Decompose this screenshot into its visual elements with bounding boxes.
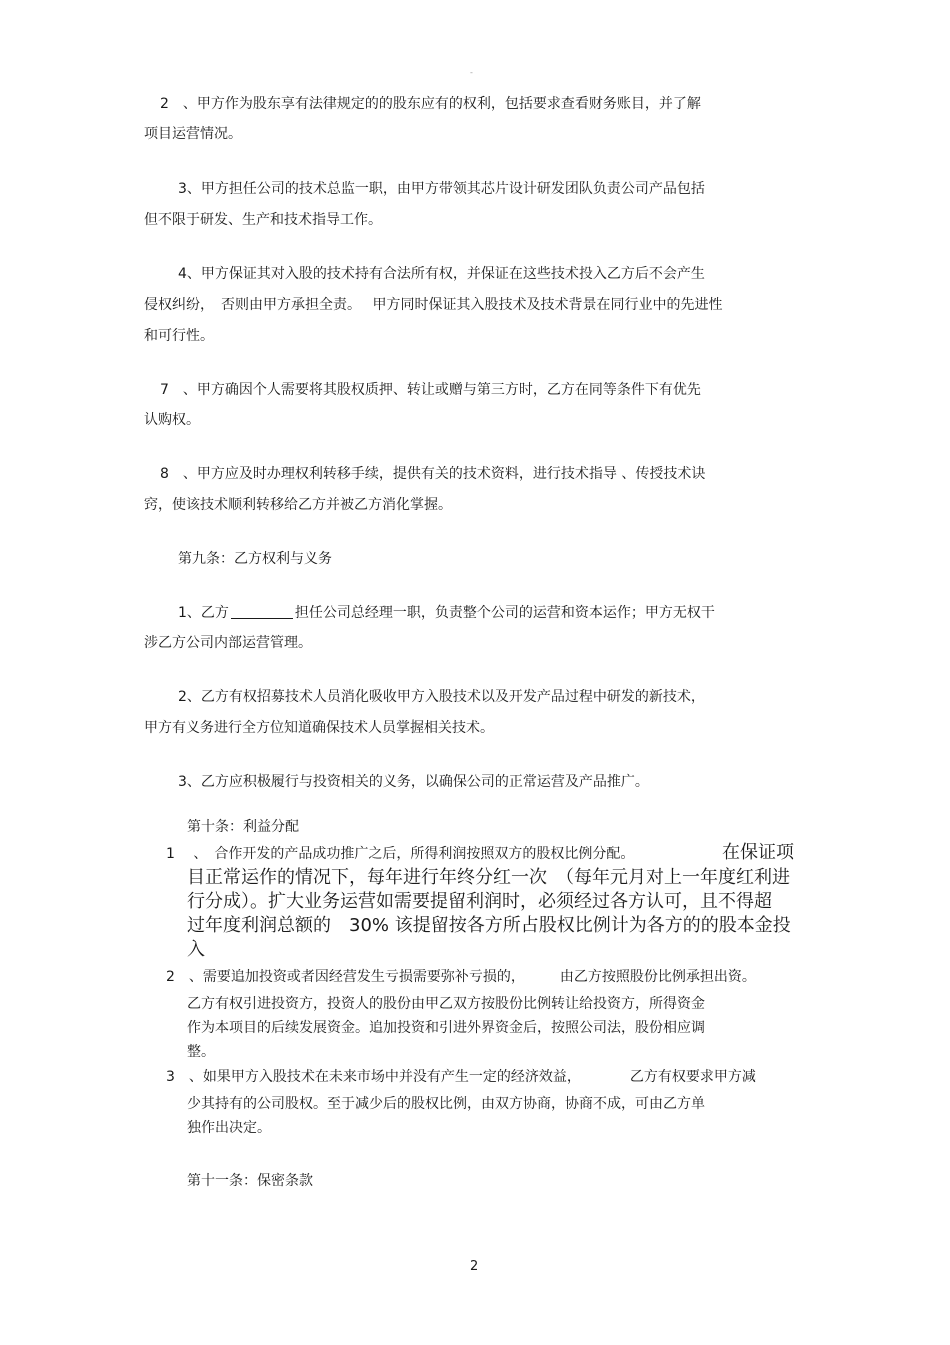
clause-a2-line2: 项目运营情况。: [144, 126, 242, 142]
clause-a4-line1: 4、甲方保证其对入股的技术持有合法所有权，并保证在这些技术投入乙方后不会产生: [178, 266, 705, 282]
clause-c2-line3: 作为本项目的后续发展资金。追加投资和引进外界资金后，按照公司法，股份相应调: [187, 1020, 705, 1036]
clause-a8-line2: 窍，使该技术顺利转移给乙方并被乙方消化掌握。: [144, 497, 452, 513]
clause-b3: 3、乙方应积极履行与投资相关的义务，以确保公司的正常运营及产品推广。: [178, 774, 649, 790]
clause-a8-line1: 8 、甲方应及时办理权利转移手续，提供有关的技术资料，进行技术指导 、传授技术诀: [160, 466, 706, 482]
page-number: 2: [470, 1259, 479, 1274]
clause-b2-line1: 2、乙方有权招募技术人员消化吸收甲方入股技术以及开发产品过程中研发的新技术，: [178, 689, 705, 705]
clause-a7-line2: 认购权。: [144, 412, 200, 428]
clause-a2-line1: 2 、甲方作为股东享有法律规定的的股东应有的权利，包括要求查看财务账目，并了解: [160, 96, 701, 112]
clause-c2-line2: 乙方有权引进投资方，投资人的股份由甲乙双方按股份比例转让给投资方，所得资金: [187, 996, 705, 1012]
clause-b1-suffix: 担任公司总经理一职，负责整个公司的运营和资本运作；甲方无权干: [294, 605, 715, 621]
clause-b1-line2: 涉乙方公司内部运营管理。: [144, 635, 312, 651]
clause-c1-line1-large: 在保证项: [722, 842, 794, 863]
article-9-heading: 第九条：乙方权利与义务: [178, 551, 332, 567]
blank-underline: [231, 604, 293, 619]
clause-c3-line2: 少其持有的公司股权。至于减少后的股权比例，由双方协商，协商不成，可由乙方单: [187, 1096, 705, 1112]
clause-b1-line1: [178, 604, 715, 622]
clause-b2-line2: 甲方有义务进行全方位知道确保技术人员掌握相关技术。: [144, 720, 494, 736]
clause-c1-line3: 行分成）。扩大业务运营如需要提留利润时，必须经过各方认可，且不得超: [187, 891, 772, 912]
clause-a4-line2: 侵权纠纷， 否则由甲方承担全责。 甲方同时保证其入股技术及技术背景在同行业中的先进性: [144, 297, 723, 313]
article-10-heading: 第十条：利益分配: [187, 819, 299, 835]
clause-a3-line1: 3、甲方担任公司的技术总监一职，由甲方带领其芯片设计研发团队负责公司产品包括: [178, 181, 705, 197]
clause-c1-line4: 过年度利润总额的 30% 该提留按各方所占股权比例计为各方的的股本金投: [187, 915, 791, 936]
clause-a3-line2: 但不限于研发、生产和技术指导工作。: [144, 212, 382, 228]
clause-c1-line2: 目正常运作的情况下，每年进行年终分红一次 （每年元月对上一年度红利进: [187, 867, 790, 888]
clause-b1-prefix: 1、乙方: [178, 605, 229, 621]
clause-a4-line3: 和可行性。: [144, 328, 214, 344]
clause-c2-line1: 2 、需要追加投资或者因经营发生亏损需要弥补亏损的， 由乙方按照股份比例承担出资。: [166, 969, 756, 985]
clause-c3-line1: 3 、如果甲方入股技术在未来市场中并没有产生一定的经济效益， 乙方有权要求甲方减: [166, 1069, 756, 1085]
clause-c2-line4: 整。: [187, 1044, 215, 1060]
clause-c3-line3: 独作出决定。: [187, 1120, 271, 1136]
clause-c1-line5: 入: [187, 939, 205, 960]
clause-c1-line1: 1 、 合作开发的产品成功推广之后，所得利润按照双方的股权比例分配。: [166, 846, 635, 862]
clause-a7-line1: 7 、甲方确因个人需要将其股权质押、转让或赠与第三方时，乙方在同等条件下有优先: [160, 382, 701, 398]
article-11-heading: 第十一条：保密条款: [187, 1173, 313, 1189]
header-mark: -: [470, 68, 473, 77]
